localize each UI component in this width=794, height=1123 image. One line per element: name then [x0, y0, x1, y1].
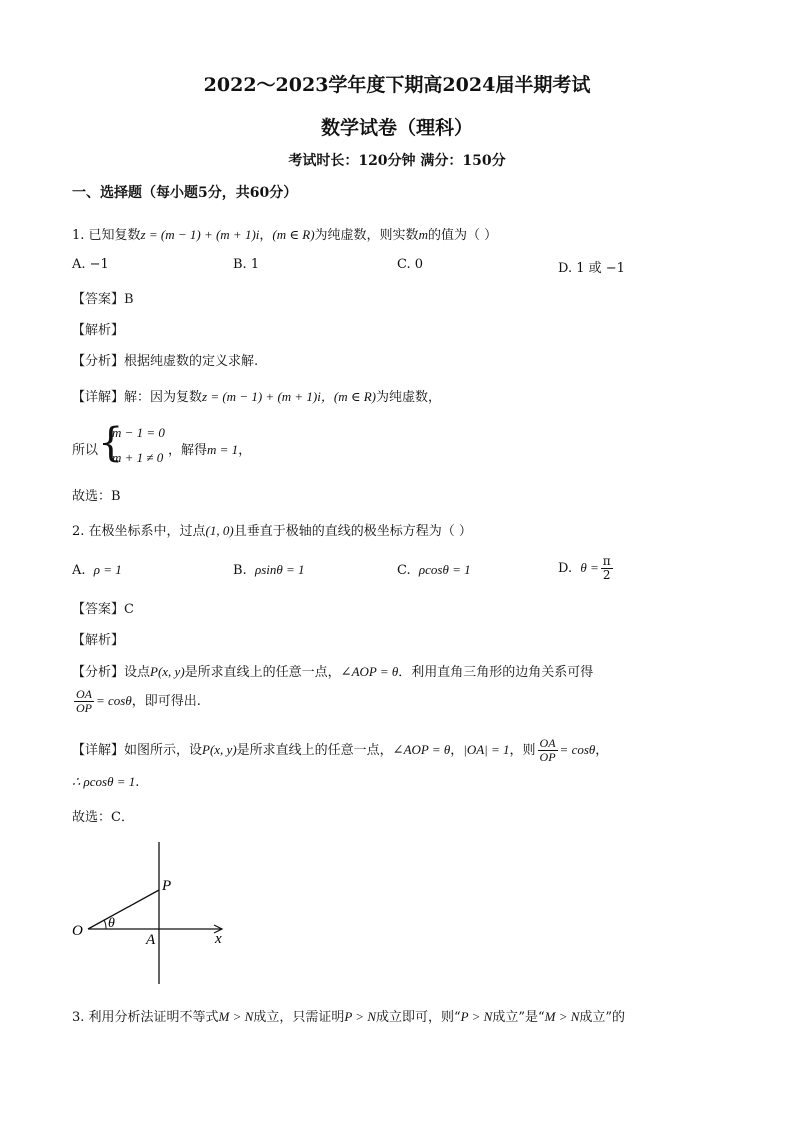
q2-fenxi-line2 [72, 688, 201, 715]
section-heading: 一、选择题（每小题5分，共60分） [72, 185, 298, 201]
q1-condition: (m ∈ R) [272, 227, 315, 242]
q1-result: m = 1 [207, 442, 239, 457]
q1-option-c: C. 0 [397, 257, 424, 272]
q2-detail-angle: ∠AOP = θ [392, 742, 451, 757]
q3-mn: M > N [218, 1009, 254, 1024]
q1-option-a: A. −1 [72, 257, 109, 272]
q2-opt-a-label: A. [72, 563, 86, 578]
q2-detail-a: 【详解】如图所示，设 [72, 743, 203, 758]
q2-fenxi-c: ．利用直角三角形的边角关系可得 [398, 665, 594, 680]
q1-option-d: D. 1 或 −1 [558, 261, 625, 276]
q1-fenxi: 【分析】根据纯虚数的定义求解. [72, 354, 259, 369]
q1-stem-a: 1. 已知复数 [72, 228, 141, 243]
q2-detail-b: 是所求直线上的任意一点， [236, 743, 393, 758]
q3-stem-b: 成立，只需证明 [253, 1010, 345, 1025]
q2-fenxi [72, 661, 593, 680]
q2-opt-d-num: π [602, 554, 611, 568]
q3-stem-a: 3. 利用分析法证明不等式 [72, 1010, 219, 1025]
q3-stem-c: 成立即可，则“ [376, 1010, 461, 1025]
q1-detail-formula: z = (m − 1) + (m + 1)i [202, 389, 321, 404]
q1-answer: 【答案】B [72, 292, 134, 307]
q2-therefore-text: ∴ ρcosθ = 1 [72, 774, 136, 789]
q2-opt-d-lhs: θ = [580, 560, 599, 575]
q1-detail-b: 为纯虚数， [376, 390, 442, 405]
q2-opt-c-label: C. [397, 563, 411, 578]
q2-opt-a-text: ρ = 1 [93, 562, 122, 577]
q2-analysis-tag: 【解析】 [72, 633, 125, 648]
q2-frac-den: OP [76, 701, 92, 715]
label-x: x [215, 931, 222, 947]
q2-period: . [135, 775, 140, 790]
q2-detail-frac-num: OA [539, 736, 556, 750]
q1-detail-a: 【详解】解：因为复数 [72, 390, 203, 405]
q1-sep: ， [259, 228, 273, 243]
q3-mn2: M > N [544, 1009, 580, 1024]
q1-brace: { [98, 420, 124, 466]
angle-arc [104, 920, 106, 929]
q1-option-b: B. 1 [233, 257, 260, 272]
q2-fenxi-b: 是所求直线上的任意一点， [184, 665, 341, 680]
q2-opt-b-label: B. [233, 563, 247, 578]
q2-detail [72, 737, 608, 764]
q1-stem-c: 的值为（ ） [427, 228, 498, 243]
q3-pn: P > N [344, 1009, 376, 1024]
q2-answer: 【答案】C [72, 602, 134, 617]
q2-detail-c: ， [450, 743, 464, 758]
q2-detail-rhs: = cosθ [559, 742, 596, 757]
q3-stem-d: 成立”是“ [492, 1010, 545, 1025]
question-3-stem [72, 1006, 625, 1025]
exam-subtitle: 数学试卷（理科） [320, 117, 473, 139]
q1-comma: ， [238, 443, 252, 458]
label-p: P [162, 878, 172, 894]
q2-stem-b: 且垂直于极轴的直线的极坐标方程为（ ） [233, 524, 472, 539]
q1-analysis-tag: 【解析】 [72, 323, 125, 338]
question-1-stem [72, 224, 497, 243]
q2-point: (1, 0) [205, 523, 234, 538]
q1-solution [168, 439, 251, 458]
q2-frac-num: OA [76, 687, 92, 701]
q2-option-b [233, 562, 305, 578]
q2-opt-d-den: 2 [602, 568, 611, 582]
q2-fenxi-angle: ∠AOP = θ [340, 664, 399, 679]
q1-system-eq2: m + 1 ≠ 0 [112, 450, 164, 465]
question-2-stem [72, 520, 472, 539]
q2-option-c [397, 562, 471, 578]
q2-opt-b-text: ρsinθ = 1 [254, 562, 305, 577]
q1-jiede: ，解得 [168, 443, 208, 458]
q2-option-d [558, 555, 615, 582]
q2-choose: 故选：C． [72, 810, 134, 825]
q2-therefore [72, 774, 139, 790]
q2-fenxi-p: P(x, y) [150, 664, 185, 679]
q2-detail-oa: |OA| = 1 [463, 742, 510, 757]
q2-detail-frac-den: OP [539, 750, 556, 764]
q2-frac-rhs: = cosθ [96, 693, 132, 708]
label-a: A [146, 932, 156, 948]
q2-detail-e: ， [595, 743, 609, 758]
q1-stem-b: 为纯虚数，则实数 [314, 228, 419, 243]
q3-stem-e: 成立”的 [579, 1010, 626, 1025]
q2-option-a [72, 562, 122, 578]
q2-fenxi-a: 【分析】设点 [72, 665, 151, 680]
q2-figure [68, 838, 238, 988]
q1-var: m [418, 227, 428, 242]
q3-pn2: P > N [460, 1009, 493, 1024]
q1-detail-cond: ，(m ∈ R) [320, 389, 376, 404]
label-o: O [72, 923, 83, 939]
q1-system-eq1: m − 1 = 0 [112, 425, 165, 440]
q1-formula: z = (m − 1) + (m + 1)i [140, 227, 260, 242]
exam-meta: 考试时长：120分钟 满分：150分 [288, 153, 506, 169]
q2-detail-p: P(x, y) [202, 742, 237, 757]
q2-opt-d-label: D. [558, 561, 573, 576]
q1-choose: 故选：B [72, 489, 121, 504]
q2-opt-c-text: ρcosθ = 1 [418, 562, 471, 577]
q2-fenxi-d: ，即可得出. [131, 694, 201, 709]
label-theta: θ [108, 916, 115, 931]
exam-title: 2022～2023学年度下期高2024届半期考试 [203, 74, 591, 96]
q1-detail [72, 386, 441, 405]
op-segment [88, 890, 159, 929]
q2-stem-a: 2. 在极坐标系中，过点 [72, 524, 206, 539]
q1-suoyi: 所以 [72, 443, 99, 458]
q2-detail-d: ，则 [509, 743, 536, 758]
